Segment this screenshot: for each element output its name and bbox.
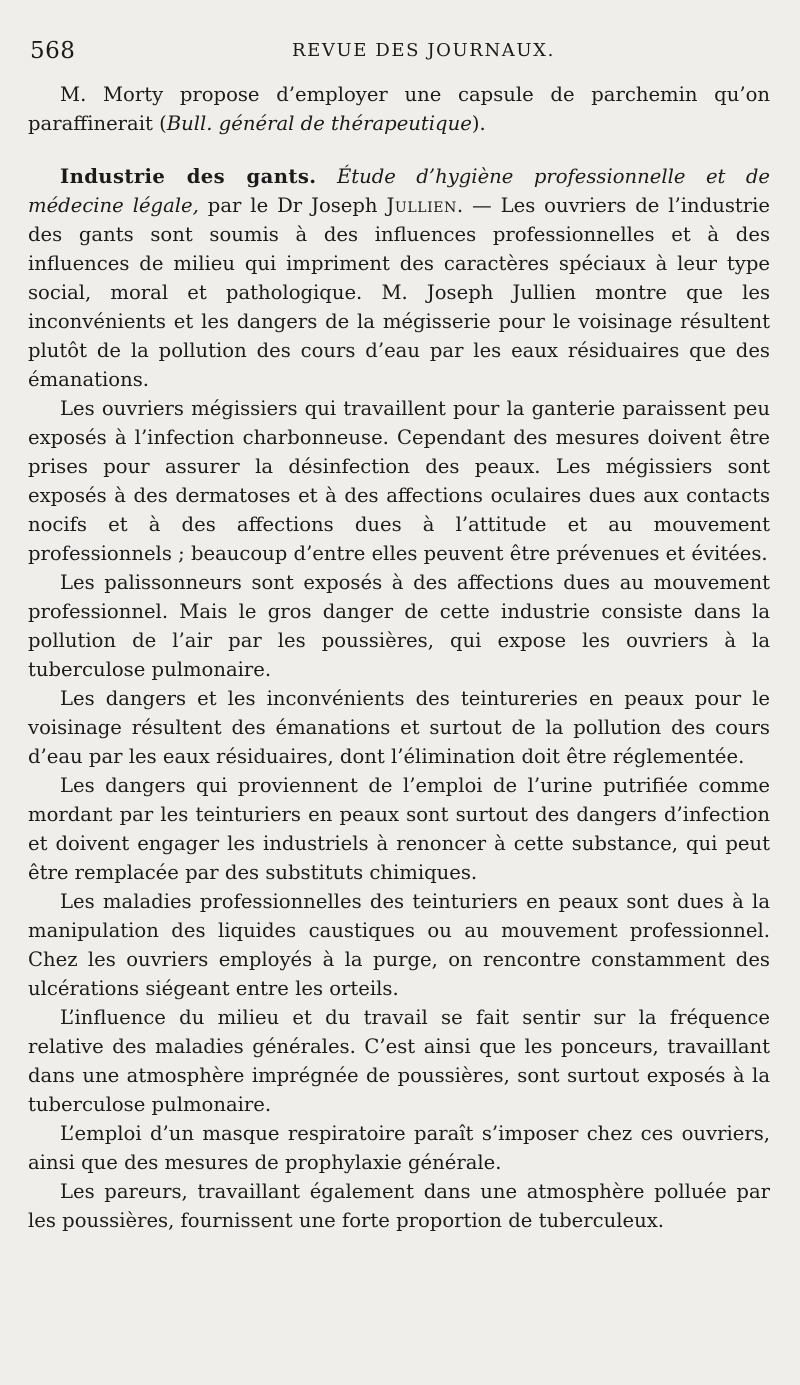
section-lead-paragraph [28, 162, 770, 394]
section-author: Jullien [386, 194, 457, 217]
body-paragraph: Les maladies professionnelles des teinturiers en peaux sont dues à la manipulation des liquides caustiques ou au mouvement professionnel. Chez les ouvriers employés à la purge, on rencontre constamment des ulcérations siégeant entre les orteils. [28, 890, 770, 1000]
section-title: Industrie des gants. [60, 165, 317, 188]
section-lead-text: . — Les ouvriers de l’industrie des gants sont soumis à des influences professionnelles et à des influences de milieu qui impriment des caractères spéciaux à leur type social, moral et pathologique. M. Joseph Jullien montre que les inconvénients et les dangers de la mégisserie pour le voisinage résultent plutôt de la pollution des cours d’eau par les eaux résiduaires que des émanations. [28, 194, 770, 391]
body-paragraph: Les ouvriers mégissiers qui travaillent pour la ganterie paraissent peu exposés à l’infection charbonneuse. Cependant des mesures doivent être prises pour assurer la désinfection des peaux. Les mégissiers sont exposés à des dermatoses et à des affections oculaires dues aux contacts nocifs et à des affections dues à l’attitude et au mouvement professionnels ; beaucoup d’entre elles peuvent être prévenues et évitées. [28, 397, 770, 565]
section-by-prefix: par le Dr Joseph [198, 194, 387, 217]
running-title: REVUE DES JOURNAUX. [292, 40, 555, 61]
intro-citation: Bull. général de thérapeutique [166, 112, 472, 135]
body-paragraph: Les dangers et les inconvénients des teintureries en peaux pour le voisinage résultent des émanations et surtout de la pollution des cours d’eau par les eaux résiduaires, dont l’élimination doit être réglementée. [28, 687, 770, 768]
intro-paragraph [28, 80, 770, 138]
intro-text: M. Morty propose d’employer une capsule de parchemin qu’on paraffinerait ( [28, 83, 770, 135]
body-paragraph: L’influence du milieu et du travail se fait sentir sur la fréquence relative des maladies générales. C’est ainsi que les ponceurs, travaillant dans une atmosphère imprégnée de poussières, sont surtout exposés à la tuberculose pulmonaire. [28, 1006, 770, 1116]
body-paragraph: L’emploi d’un masque respiratoire paraît s’imposer chez ces ouvriers, ainsi que des mesures de prophylaxie générale. [28, 1122, 770, 1174]
body-paragraph: Les pareurs, travaillant également dans une atmosphère polluée par les poussières, fournissent une forte proportion de tuberculeux. [28, 1180, 770, 1232]
body-paragraph: Les dangers qui proviennent de l’emploi de l’urine putrifiée comme mordant par les teinturiers en peaux sont surtout des dangers d’infection et doivent engager les industriels à renoncer à cette substance, qui peut être remplacée par des substituts chimiques. [28, 774, 770, 884]
intro-text-end: ). [471, 112, 486, 135]
page-body [28, 80, 770, 1235]
page-number: 568 [30, 38, 76, 64]
page-header [30, 38, 770, 68]
section-subtitle: Étude d’hygiène professionnelle et de médecine légale, [28, 165, 770, 217]
body-paragraph: Les palissonneurs sont exposés à des affections dues au mouvement professionnel. Mais le gros danger de cette industrie consiste dans la pollution de l’air par les poussières, qui expose les ouvriers à la tuberculose pulmonaire. [28, 571, 770, 681]
